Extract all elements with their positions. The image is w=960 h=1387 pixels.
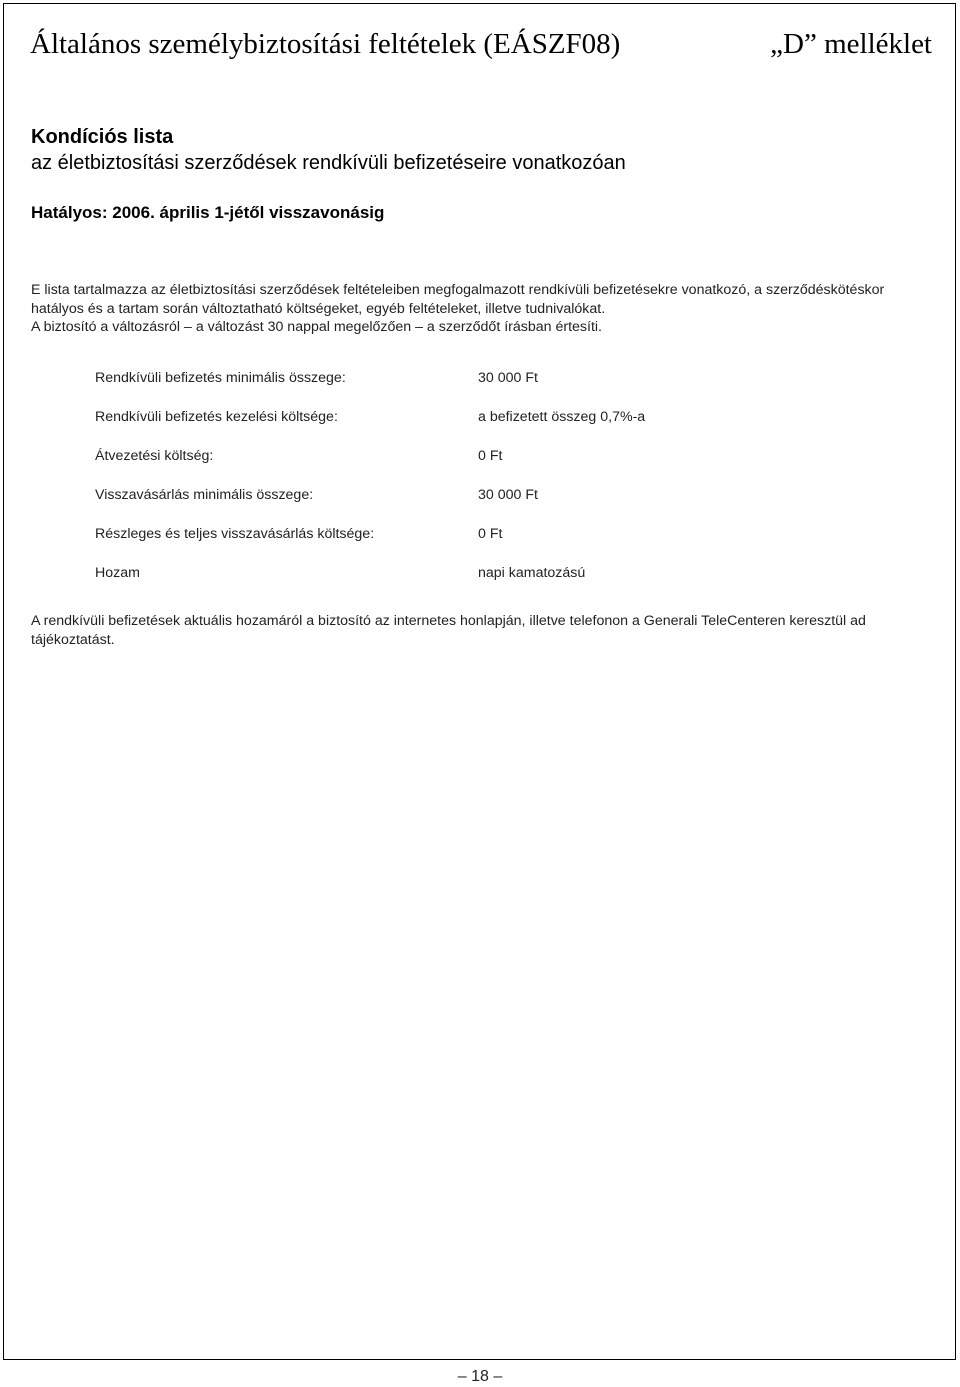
condition-label: Hozam [95,564,140,581]
intro-paragraph-2: A biztosító a változásról – a változást 30 nappal megelőzően – a szerződőt írásban értesíti. [31,319,602,335]
section-heading [31,124,931,176]
condition-value: napi kamatozású [478,564,586,581]
condition-label: Részleges és teljes visszavásárlás költsége: [95,525,375,542]
condition-row [95,436,795,475]
condition-row [95,475,795,514]
condition-label: Átvezetési költség: [95,447,214,464]
condition-label: Rendkívüli befizetés kezelési költsége: [95,408,338,425]
intro-text [31,281,931,337]
intro-paragraph-1: E lista tartalmazza az életbiztosítási szerződések feltételeiben megfogalmazott rendkívüli befizetésekre vonatkozó, a szerződéskötéskor hatályos és a tartam során változtatható költségeket, egyéb feltételeket, illetve tudnivalókat. [31,282,885,317]
condition-value: 0 Ft [478,447,503,464]
condition-label: Rendkívüli befizetés minimális összege: [95,369,346,386]
condition-value: 30 000 Ft [478,486,538,503]
footer-paragraph: A rendkívüli befizetések aktuális hozamáról a biztosító az internetes honlapján, illetve telefonon a Generali TeleCenteren keresztül ad tájékoztatást. [31,613,866,648]
condition-row [95,514,795,553]
section-subtitle: az életbiztosítási szerződések rendkívüli befizetéseire vonatkozóan [31,152,626,174]
condition-row [95,397,795,436]
section-title: Kondíciós lista [31,126,174,148]
conditions-list [95,358,795,592]
annex-label: „D” melléklet [770,28,932,60]
page-number: – 18 – [457,1368,503,1385]
condition-value: 0 Ft [478,525,503,542]
condition-label: Visszavásárlás minimális összege: [95,486,314,503]
condition-value: 30 000 Ft [478,369,538,386]
condition-row [95,553,795,592]
condition-row [95,358,795,397]
document-title: Általános személybiztosítási feltételek (EÁSZF08) [30,28,621,60]
document-header [30,28,932,72]
effective-date: Hatályos: 2006. április 1-jétől visszavonásig [31,203,385,222]
condition-value: a befizetett összeg 0,7%-a [478,408,646,425]
